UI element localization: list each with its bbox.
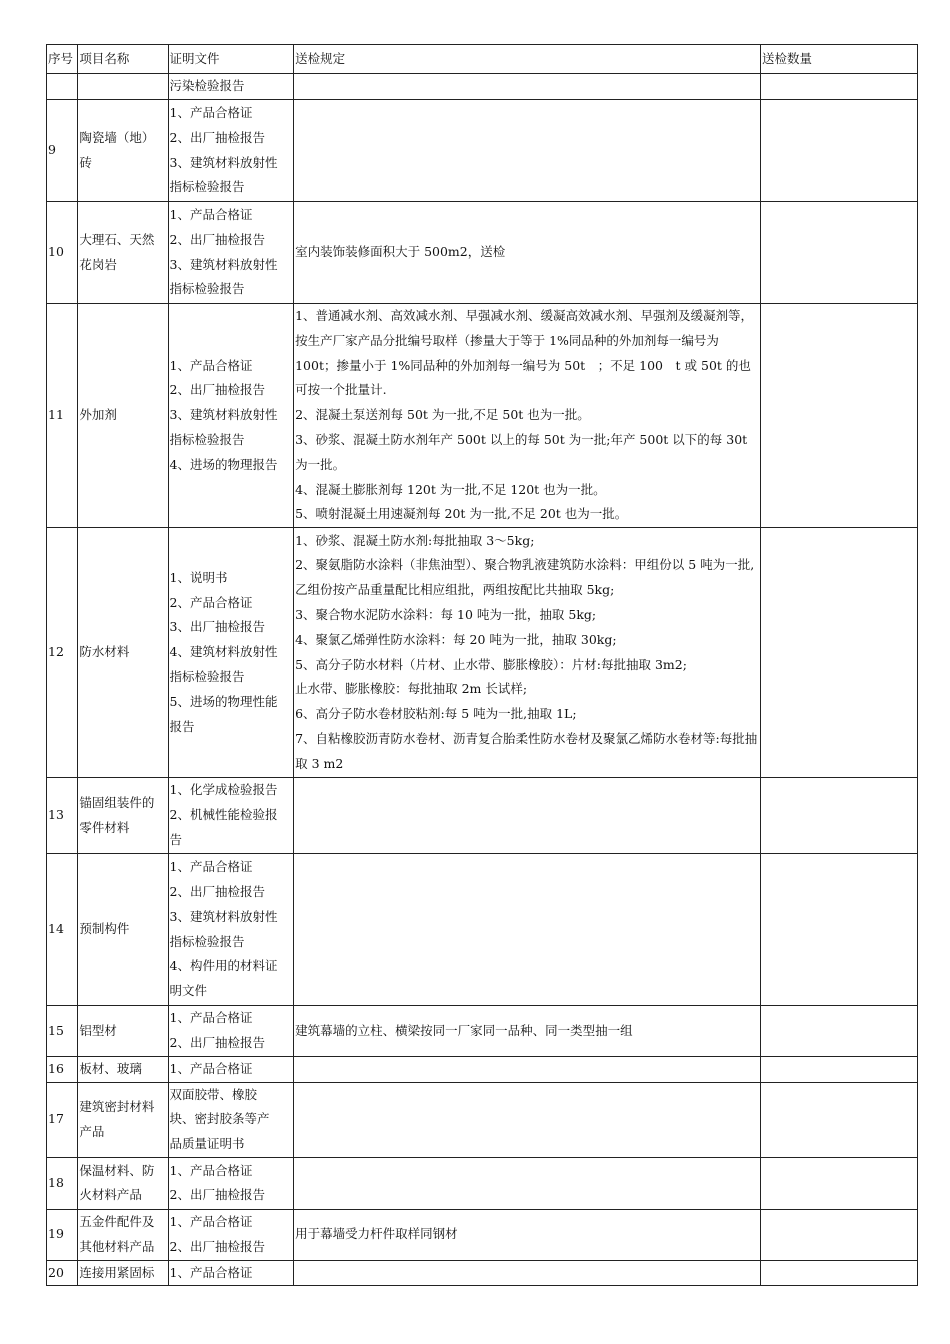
cell-item-name: 连接用紧固标 [78, 1260, 168, 1286]
table-row [47, 1056, 918, 1082]
cell-item-name: 外加剂 [78, 304, 168, 528]
cell-quantity [760, 1006, 917, 1057]
cell-item-name: 建筑密封材料 产品 [78, 1082, 168, 1157]
cell-no: 19 [47, 1209, 78, 1260]
cell-documents: 1、说明书 2、产品合格证 3、出厂抽检报告 4、建筑材料放射性 指标检验报告 5、进场的物理性能 报告 [168, 528, 294, 778]
table-row [47, 304, 918, 528]
table-row [47, 528, 918, 778]
table-row [47, 778, 918, 854]
cell-item-name: 保温材料、防 火材料产品 [78, 1157, 168, 1209]
cell-no: 15 [47, 1006, 78, 1057]
cell-quantity [760, 528, 917, 778]
cell-documents: 1、产品合格证 2、出厂抽检报告 [168, 1006, 294, 1057]
cell-no: 14 [47, 854, 78, 1006]
header-no: 序号 [47, 45, 78, 74]
table-row [47, 202, 918, 304]
cell-quantity [760, 74, 917, 100]
cell-quantity [760, 1082, 917, 1157]
cell-item-name: 五金件配件及 其他材料产品 [78, 1209, 168, 1260]
table-row [47, 1082, 918, 1157]
cell-documents: 1、产品合格证 2、出厂抽检报告 [168, 1209, 294, 1260]
inspection-table [46, 44, 918, 1286]
cell-quantity [760, 778, 917, 854]
cell-inspection-rule [294, 100, 761, 202]
cell-quantity [760, 854, 917, 1006]
cell-inspection-rule: 建筑幕墙的立柱、横梁按同一厂家同一品种、同一类型抽一组 [294, 1006, 761, 1057]
cell-documents: 1、化学成检验报告 2、机械性能检验报 告 [168, 778, 294, 854]
cell-item-name: 锚固组装件的 零件材料 [78, 778, 168, 854]
cell-no: 20 [47, 1260, 78, 1286]
table-row [47, 1260, 918, 1286]
cell-no: 12 [47, 528, 78, 778]
cell-no: 11 [47, 304, 78, 528]
cell-inspection-rule [294, 854, 761, 1006]
cell-no: 16 [47, 1056, 78, 1082]
table-body [47, 74, 918, 1286]
table-row [47, 1006, 918, 1057]
cell-quantity [760, 1157, 917, 1209]
cell-documents: 1、产品合格证 2、出厂抽检报告 3、建筑材料放射性 指标检验报告 4、进场的物理报告 [168, 304, 294, 528]
cell-inspection-rule: 用于幕墙受力杆件取样同钢材 [294, 1209, 761, 1260]
cell-item-name: 铝型材 [78, 1006, 168, 1057]
cell-item-name: 防水材料 [78, 528, 168, 778]
cell-quantity [760, 202, 917, 304]
cell-inspection-rule: 室内装饰装修面积大于 500m2，送检 [294, 202, 761, 304]
cell-item-name: 板材、玻璃 [78, 1056, 168, 1082]
cell-documents: 1、产品合格证 2、出厂抽检报告 [168, 1157, 294, 1209]
header-row [47, 45, 918, 74]
cell-inspection-rule: 1、普通减水剂、高效减水剂、早强减水剂、缓凝高效减水剂、早强剂及缓凝剂等，按生产厂家产品分批编号取样（掺量大于等于 1%同品种的外加剂每一编号为 100t；掺量小于 1%同品种的外加剂每一编号为 50t ；不足 100 t 或 50t 的也可按一个批量计. 2、混凝土泵送剂每 50t 为一批,不足 50t 也为一批。 3、砂浆、混凝土防水剂年产 500t 以上的每 50t 为一批;年产 500t 以下的每 30t 为一批。 4、混凝土膨胀剂每 120t 为一批,不足 120t 也为一批。 5、喷射混凝土用速凝剂每 20t 为一批,不足 20t 也为一批。 [294, 304, 761, 528]
cell-inspection-rule [294, 1082, 761, 1157]
cell-inspection-rule: 1、砂浆、混凝土防水剂:每批抽取 3～5kg; 2、聚氨脂防水涂料（非焦油型）、聚合物乳液建筑防水涂料：甲组份以 5 吨为一批,乙组份按产品重量配比相应组批，两组按配比共抽取 5kg; 3、聚合物水泥防水涂料：每 10 吨为一批，抽取 5kg; 4、聚氯乙烯弹性防水涂料：每 20 吨为一批，抽取 30kg; 5、高分子防水材料（片材、止水带、膨胀橡胶）：片材:每批抽取 3m2; 止水带、膨胀橡胶：每批抽取 2m 长试样; 6、高分子防水卷材胶粘剂:每 5 吨为一批,抽取 1L; 7、自粘橡胶沥青防水卷材、沥青复合胎柔性防水卷材及聚氯乙烯防水卷材等:每批抽取 3 m2 [294, 528, 761, 778]
cell-documents: 1、产品合格证 [168, 1056, 294, 1082]
header-quantity: 送检数量 [760, 45, 917, 74]
cell-item-name [78, 74, 168, 100]
cell-documents: 1、产品合格证 [168, 1260, 294, 1286]
cell-inspection-rule [294, 1056, 761, 1082]
cell-no: 17 [47, 1082, 78, 1157]
cell-item-name: 大理石、天然 花岗岩 [78, 202, 168, 304]
cell-inspection-rule [294, 74, 761, 100]
header-documents: 证明文件 [168, 45, 294, 74]
cell-documents: 1、产品合格证 2、出厂抽检报告 3、建筑材料放射性 指标检验报告 [168, 202, 294, 304]
cell-documents: 1、产品合格证 2、出厂抽检报告 3、建筑材料放射性 指标检验报告 [168, 100, 294, 202]
cell-documents: 污染检验报告 [168, 74, 294, 100]
cell-inspection-rule [294, 1260, 761, 1286]
cell-no: 13 [47, 778, 78, 854]
header-item-name: 项目名称 [78, 45, 168, 74]
cell-inspection-rule [294, 1157, 761, 1209]
cell-inspection-rule [294, 778, 761, 854]
cell-quantity [760, 1260, 917, 1286]
cell-quantity [760, 1209, 917, 1260]
cell-documents: 双面胶带、橡胶 块、密封胶条等产 品质量证明书 [168, 1082, 294, 1157]
table-row [47, 74, 918, 100]
cell-no: 18 [47, 1157, 78, 1209]
table-row [47, 854, 918, 1006]
header-inspection-rule: 送检规定 [294, 45, 761, 74]
cell-no: 10 [47, 202, 78, 304]
table-row [47, 100, 918, 202]
cell-quantity [760, 304, 917, 528]
cell-documents: 1、产品合格证 2、出厂抽检报告 3、建筑材料放射性 指标检验报告 4、构件用的材料证 明文件 [168, 854, 294, 1006]
table-row [47, 1157, 918, 1209]
cell-item-name: 预制构件 [78, 854, 168, 1006]
cell-quantity [760, 1056, 917, 1082]
cell-item-name: 陶瓷墙（地） 砖 [78, 100, 168, 202]
cell-quantity [760, 100, 917, 202]
table-row [47, 1209, 918, 1260]
cell-no [47, 74, 78, 100]
cell-no: 9 [47, 100, 78, 202]
